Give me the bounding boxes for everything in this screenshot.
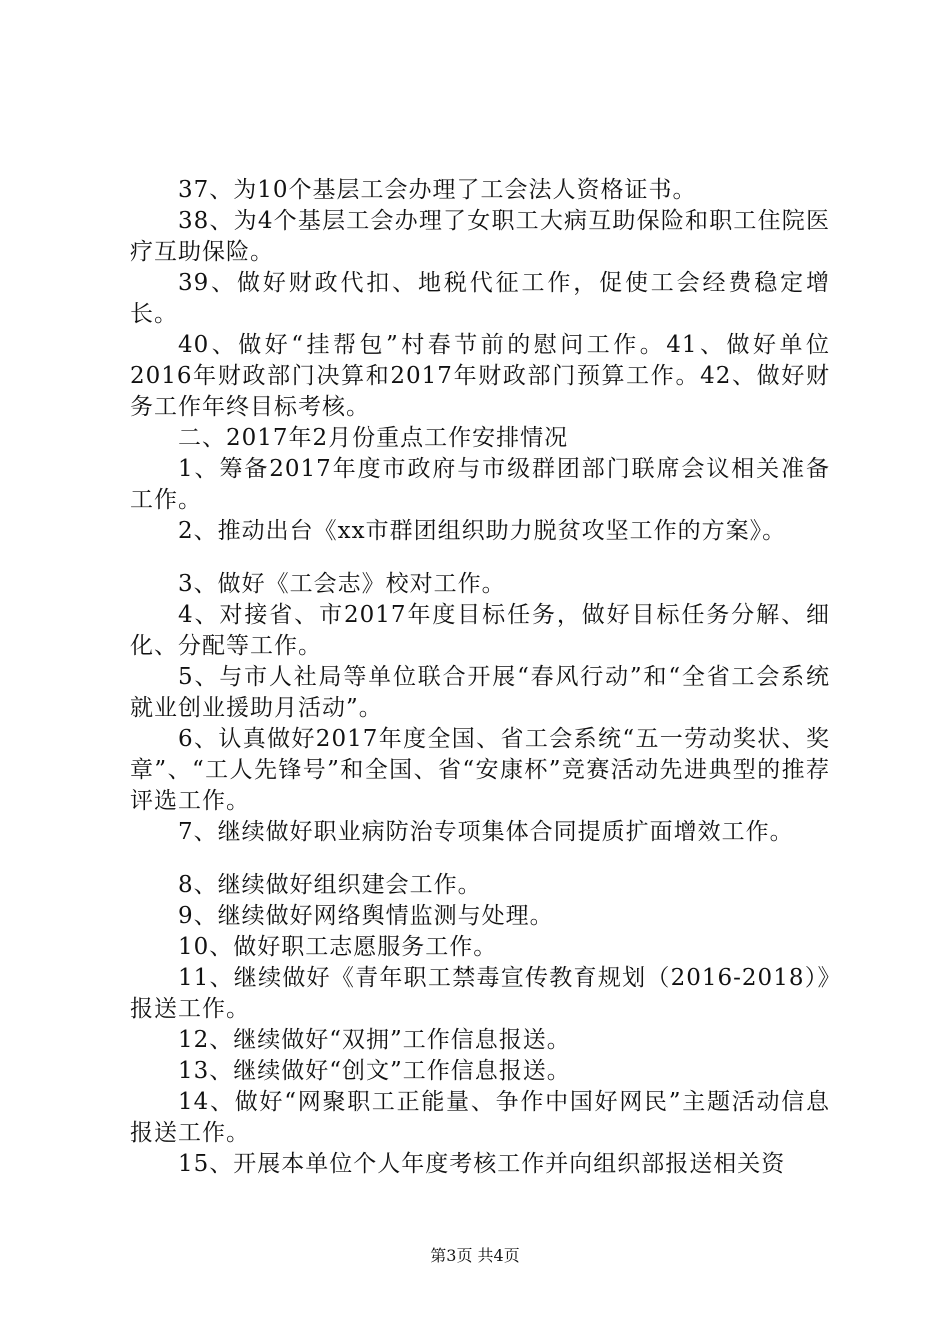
paragraph-37: 37、为10个基层工会办理了工会法人资格证书。: [178, 177, 697, 203]
paragraph-item-11: 11、继续做好《青年职工禁毒宣传教育规划（2016-2018）》报送工作。: [130, 965, 830, 1022]
paragraph-39: 39、做好财政代扣、地税代征工作，促使工会经费稳定增长。: [130, 270, 830, 327]
paragraph-item-3: 3、做好《工会志》校对工作。: [178, 571, 506, 597]
paragraph-item-10: 10、做好职工志愿服务工作。: [178, 934, 498, 960]
paragraph-40-42: 40、做好“挂帮包”村春节前的慰问工作。41、做好单位2016年财政部门决算和2017年财政部门预算工作。42、做好财务工作年终目标考核。: [130, 332, 830, 420]
paragraph-item-2: 2、推动出台《xx市群团组织助力脱贫攻坚工作的方案》。: [178, 518, 787, 544]
paragraph-38: 38、为4个基层工会办理了女职工大病互助保险和职工住院医疗互助保险。: [130, 208, 830, 265]
paragraph-item-15: 15、开展本单位个人年度考核工作并向组织部报送相关资: [178, 1151, 786, 1177]
paragraph-item-6: 6、认真做好2017年度全国、省工会系统“五一劳动奖状、奖章”、“工人先锋号”和全国、省“安康杯”竞赛活动先进典型的推荐评选工作。: [130, 726, 830, 814]
paragraph-item-14: 14、做好“网聚职工正能量、争作中国好网民”主题活动信息报送工作。: [130, 1089, 830, 1146]
paragraph-item-1: 1、筹备2017年度市政府与市级群团部门联席会议相关准备工作。: [130, 456, 830, 513]
paragraph-item-9: 9、继续做好网络舆情监测与处理。: [178, 903, 554, 929]
paragraph-item-7: 7、继续做好职业病防治专项集体合同提质扩面增效工作。: [178, 819, 794, 845]
page-number-footer: 第3页 共4页: [430, 1246, 520, 1265]
paragraph-item-12: 12、继续做好“双拥”工作信息报送。: [178, 1027, 571, 1053]
paragraph-item-13: 13、继续做好“创文”工作信息报送。: [178, 1058, 571, 1084]
paragraph-item-5: 5、与市人社局等单位联合开展“春风行动”和“全省工会系统就业创业援助月活动”。: [130, 664, 830, 721]
paragraph-item-4: 4、对接省、市2017年度目标任务，做好目标任务分解、细化、分配等工作。: [130, 602, 830, 659]
section-heading-2: 二、2017年2月份重点工作安排情况: [178, 425, 569, 451]
document-body: [130, 175, 830, 1180]
paragraph-item-8: 8、继续做好组织建会工作。: [178, 872, 482, 898]
